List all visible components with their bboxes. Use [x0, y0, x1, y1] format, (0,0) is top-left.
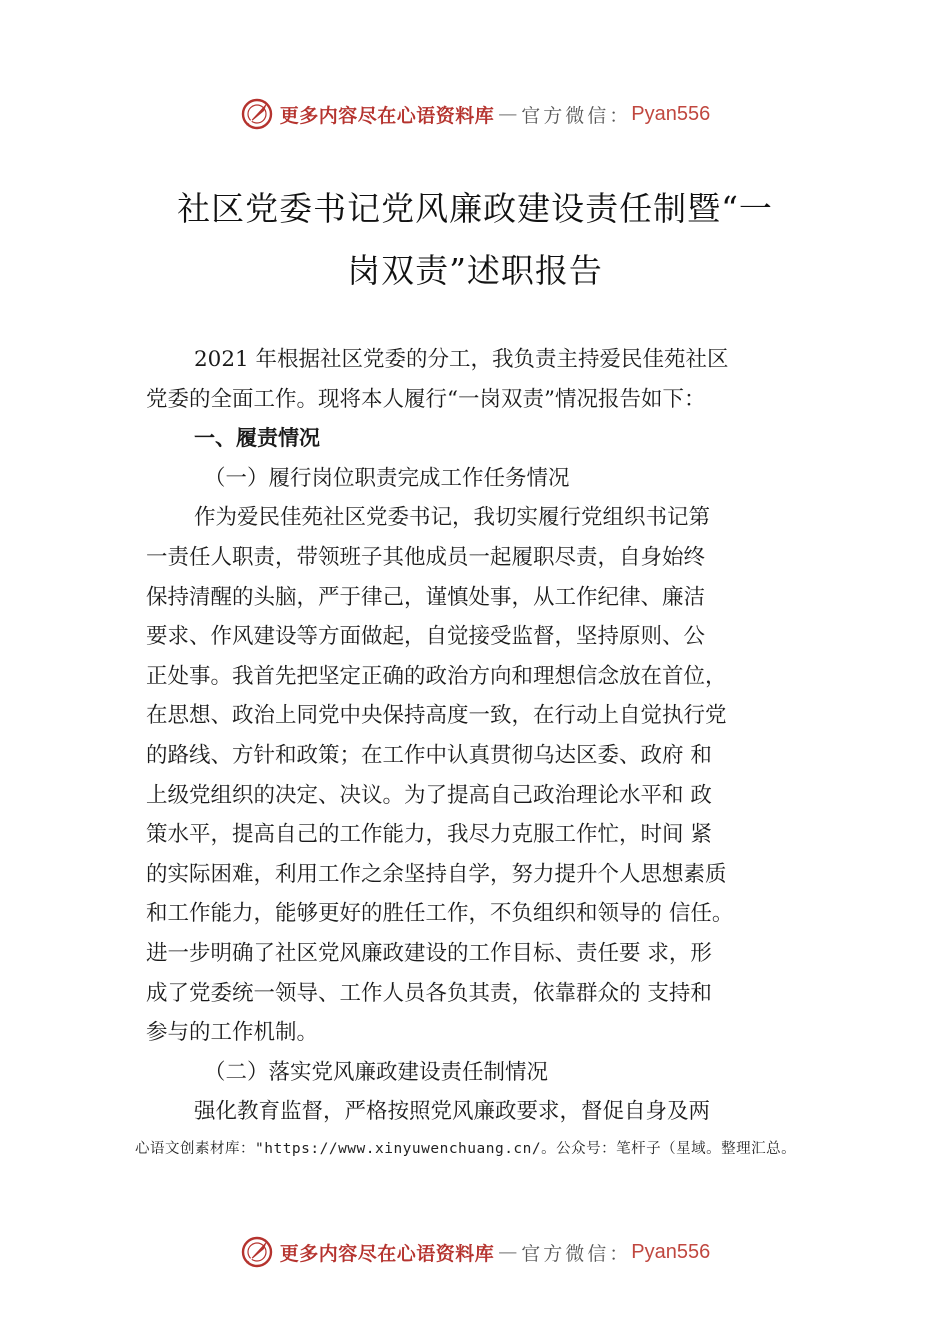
text-line: 和工作能力，能够更好的胜任工作，不负组织和领导的 信任。	[146, 901, 734, 927]
document-body	[146, 340, 836, 1132]
text-line: 参与的工作机制。	[146, 1020, 319, 1046]
banner-brand: 更多内容尽在心语资料库	[279, 1242, 495, 1265]
title-line-2: 岗双责”述职报告	[347, 251, 603, 290]
banner-wechat-id: Pyan556	[631, 102, 711, 125]
text-line: 一责任人职责，带领班子其他成员一起履职尽责，自身始终	[146, 544, 706, 570]
text-line: 的实际困难，利用工作之余坚持自学，努力提升个人思想素质	[146, 861, 727, 887]
text-line: 策水平，提高自己的工作能力，我尽力克服工作忙，时间 紧	[146, 822, 712, 848]
text-line: 正处事。我首先把坚定正确的政治方向和理想信念放在首位，	[146, 663, 727, 689]
banner-wechat-label: 官方微信：	[521, 1242, 632, 1265]
body-paragraph-1	[146, 498, 836, 1052]
text-line: 成了党委统一领导、工作人员各负其责，依靠群众的 支持和	[146, 980, 712, 1006]
banner-wechat-id: Pyan556	[631, 1240, 711, 1263]
text-line: 作为爱民佳苑社区党委书记，我切实履行党组织书记第	[194, 505, 711, 531]
subsection-heading-2: （二）落实党风廉政建设责任制情况	[204, 1059, 549, 1085]
source-note: 心语文创素材库："https://www.xinyuwenchuang.cn/。公众号：笔杆子（星域。整理汇总。	[135, 1141, 797, 1157]
text-line: 进一步明确了社区党风廉政建设的工作目标、责任要 求，形	[146, 940, 712, 966]
section-heading-1: 一、履责情况	[194, 426, 320, 451]
text-line: 的路线、方针和政策；在工作中认真贯彻乌达区委、政府 和	[146, 742, 712, 768]
banner-dash: —	[498, 103, 518, 125]
title-line-1: 社区党委书记党风廉政建设责任制暨“一	[177, 189, 773, 228]
text-line: 在思想、政治上同党中央保持高度一致，在行动上自觉执行党	[146, 703, 727, 729]
text-line: 要求、作风建设等方面做起，自觉接受监督，坚持原则、公	[146, 624, 706, 650]
banner-brand: 更多内容尽在心语资料库	[279, 104, 495, 127]
subsection-heading-1: （一）履行岗位职责完成工作任务情况	[204, 465, 570, 491]
banner-dash: —	[498, 1241, 518, 1263]
body-paragraph-2-first-line: 强化教育监督，严格按照党风廉政要求，督促自身及两	[194, 1099, 711, 1125]
footer-banner	[0, 1230, 950, 1274]
text-line: 党委的全面工作。现将本人履行“一岗双责”情况报告如下：	[146, 386, 706, 412]
header-banner	[0, 92, 950, 136]
text-line: 上级党组织的决定、决议。为了提高自己政治理论水平和 政	[146, 782, 712, 808]
text-line: 保持清醒的头脑，严于律己，谨慎处事，从工作纪律、廉洁	[146, 584, 706, 610]
text-line: 2021 年根据社区党委的分工，我负责主持爱民佳苑社区	[194, 347, 729, 372]
quill-seal-icon	[240, 1235, 274, 1269]
document-title	[130, 178, 820, 302]
intro-paragraph	[146, 340, 836, 419]
quill-seal-icon	[240, 97, 274, 131]
banner-wechat-label: 官方微信：	[521, 104, 632, 127]
